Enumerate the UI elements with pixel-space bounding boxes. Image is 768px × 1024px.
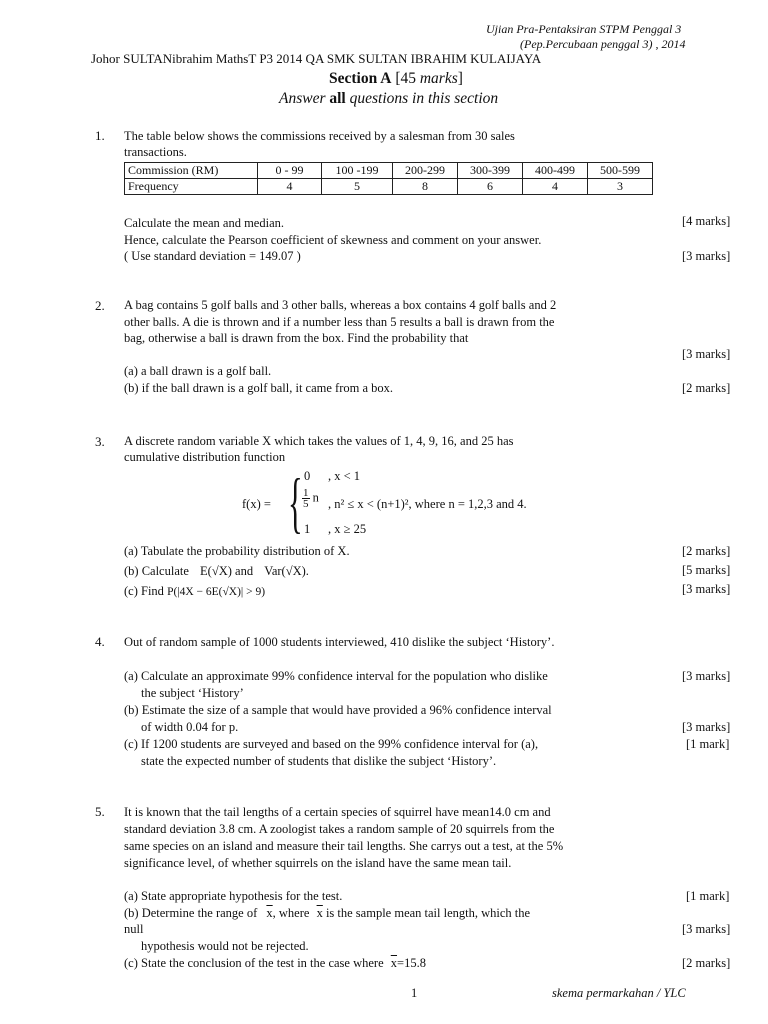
question-1-number: 1.	[95, 128, 105, 143]
sample-mean-symbol: $\overline{x}$	[266, 906, 273, 920]
and-word: and	[235, 564, 254, 578]
fraction-denominator: 5	[303, 498, 309, 510]
school-line: Johor SULTANibrahim MathsT P3 2014 QA SMK SULTAN IBRAHIM KULAIJAYA	[91, 51, 542, 66]
function-label: f(x) =	[242, 497, 271, 511]
question-4-part-b-cont: of width 0.04 for p.	[141, 720, 239, 734]
question-4-part-c-cont: state the expected number of students that dislike the subject ‘History’.	[141, 754, 497, 768]
marks-label: [1 mark]	[686, 737, 730, 751]
case-1-condition: , x < 1	[328, 469, 361, 483]
table-cell: Frequency	[125, 179, 258, 195]
marks-label: [4 marks]	[682, 214, 731, 228]
instruction-bold: all	[329, 90, 346, 107]
question-5-text: standard deviation 3.8 cm. A zoologist takes a random sample of 20 squirrels from the	[124, 822, 555, 836]
marks-label: [3 marks]	[682, 347, 731, 361]
question-3-part-c	[124, 584, 265, 599]
question-5-part-a: (a) State appropriate hypothesis for the test.	[124, 889, 343, 903]
question-4-part-a-cont: the subject ‘History’	[141, 686, 244, 700]
instruction-post: questions in this section	[349, 90, 499, 107]
case-2-value	[302, 488, 319, 509]
question-3-text: A discrete random variable X which takes the values of 1, 4, 9, 16, and 25 has	[124, 434, 514, 448]
table-cell: 300-399	[458, 163, 523, 179]
part-c-post: =15.8	[397, 956, 426, 970]
question-4-text: Out of random sample of 1000 students interviewed, 410 dislike the subject ‘History’.	[124, 635, 555, 649]
question-3-number: 3.	[95, 434, 105, 449]
part-c-prefix: (c) Find	[124, 584, 164, 598]
question-3-part-a: (a) Tabulate the probability distribution of X.	[124, 544, 350, 558]
marks-label: [2 marks]	[682, 381, 731, 395]
question-4-number: 4.	[95, 634, 105, 649]
question-5-part-b	[124, 906, 530, 921]
case-3-condition: , x ≥ 25	[328, 522, 367, 536]
table-cell: 6	[458, 179, 523, 195]
instruction	[279, 90, 498, 108]
sample-mean-symbol: $\overline{x}$	[390, 956, 398, 970]
marks-label: [3 marks]	[682, 669, 731, 683]
part-b-mid: , where	[272, 906, 310, 920]
case-2-variable: n	[312, 490, 319, 505]
table-cell: 5	[322, 179, 393, 195]
fraction-numerator: 1	[303, 487, 309, 499]
marks-label: [3 marks]	[682, 922, 731, 936]
footer-credit: skema permarkahan / YLC	[552, 986, 686, 1000]
question-5-part-b-cont: hypothesis would not be rejected.	[141, 939, 309, 953]
table-row	[125, 163, 653, 179]
question-5-part-b-cont: null	[124, 922, 144, 936]
case-3-value: 1	[304, 522, 311, 536]
marks-label: [3 marks]	[682, 720, 731, 734]
variance-expression: Var(√X)	[264, 564, 306, 578]
question-4-part-c: (c) If 1200 students are surveyed and based on the 99% confidence interval for (a),	[124, 737, 539, 751]
marks-label: [5 marks]	[682, 563, 731, 577]
question-5-part-c	[124, 956, 426, 971]
brace-symbol: {	[288, 464, 303, 540]
question-4-part-a: (a) Calculate an approximate 99% confidence interval for the population who dislike	[124, 669, 548, 683]
table-cell: 4	[523, 179, 588, 195]
table-cell: 8	[393, 179, 458, 195]
question-1-text: The table below shows the commissions received by a salesman from 30 sales	[124, 129, 515, 143]
period: .	[305, 564, 309, 578]
question-2-text: other balls. A die is thrown and if a number less than 5 results a ball is drawn from the	[124, 315, 555, 329]
question-1-part-b: Hence, calculate the Pearson coefficient of skewness and comment on your answer.	[124, 233, 542, 247]
question-5-text: same species on an island and measure their tail lengths. She carrys out a test, at the 5%	[124, 839, 564, 853]
question-3-part-b	[124, 564, 309, 579]
marks-label: [2 marks]	[682, 956, 731, 970]
section-marks-close: ]	[457, 70, 463, 87]
question-4-part-b: (b) Estimate the size of a sample that would have provided a 96% confidence interval	[124, 703, 552, 717]
question-2-text: bag, otherwise a ball is drawn from the box. Find the probability that	[124, 331, 469, 345]
table-cell: 400-499	[523, 163, 588, 179]
probability-expression: P(|4X − 6E(√X)| > 9)	[167, 586, 266, 598]
part-b-post: is the sample mean tail length, which the	[325, 906, 531, 920]
question-2-text: A bag contains 5 golf balls and 3 other balls, whereas a box contains 4 golf balls and 2	[124, 298, 557, 312]
exam-title: Ujian Pra-Pentaksiran STPM Penggal 3	[486, 22, 682, 36]
exam-subtitle: (Pep.Percubaan penggal 3) , 2014	[520, 37, 686, 51]
table-cell: 100 -199	[322, 163, 393, 179]
case-1-value: 0	[304, 469, 311, 483]
table-cell: 3	[588, 179, 653, 195]
marks-label: [3 marks]	[682, 582, 731, 596]
table-row	[125, 179, 653, 195]
question-2-part-a: (a) a ball drawn is a golf ball.	[124, 364, 272, 378]
instruction-pre: Answer	[279, 90, 326, 107]
question-5-number: 5.	[95, 804, 105, 819]
question-1-note: ( Use standard deviation = 149.07 )	[124, 249, 301, 263]
question-1-text: transactions.	[124, 145, 187, 159]
part-b-prefix: (b) Determine the range of	[124, 906, 258, 920]
sample-mean-symbol: $\overline{x}$	[316, 906, 323, 920]
table-cell: 4	[258, 179, 322, 195]
section-title: Section A	[329, 70, 392, 87]
page-number: 1	[411, 986, 418, 1000]
section-marks: [45	[395, 70, 416, 87]
question-2-number: 2.	[95, 298, 105, 313]
question-1-part-a: Calculate the mean and median.	[124, 216, 285, 230]
question-5-text: It is known that the tail lengths of a certain species of squirrel have mean14.0 cm and	[124, 805, 551, 819]
table-cell: 500-599	[588, 163, 653, 179]
section-heading	[329, 70, 463, 88]
question-3-text: cumulative distribution function	[124, 450, 286, 464]
part-b-prefix: (b) Calculate	[124, 564, 189, 578]
question-5-text: significance level, of whether squirrels on the island have the same mean tail.	[124, 856, 512, 870]
table-cell: 200-299	[393, 163, 458, 179]
case-2-condition: , n² ≤ x < (n+1)², where n = 1,2,3 and 4.	[328, 497, 527, 511]
marks-label: [2 marks]	[682, 544, 731, 558]
part-c-prefix: (c) State the conclusion of the test in the case where	[124, 956, 384, 970]
table-cell: 0 - 99	[258, 163, 322, 179]
table-cell: Commission (RM)	[125, 163, 258, 179]
marks-label: [1 mark]	[686, 889, 730, 903]
frequency-table	[124, 162, 653, 195]
question-2-part-b: (b) if the ball drawn is a golf ball, it came from a box.	[124, 381, 394, 395]
marks-label: [3 marks]	[682, 249, 731, 263]
expectation-expression: E(√X)	[200, 564, 232, 578]
section-marks-word: marks	[419, 70, 458, 87]
